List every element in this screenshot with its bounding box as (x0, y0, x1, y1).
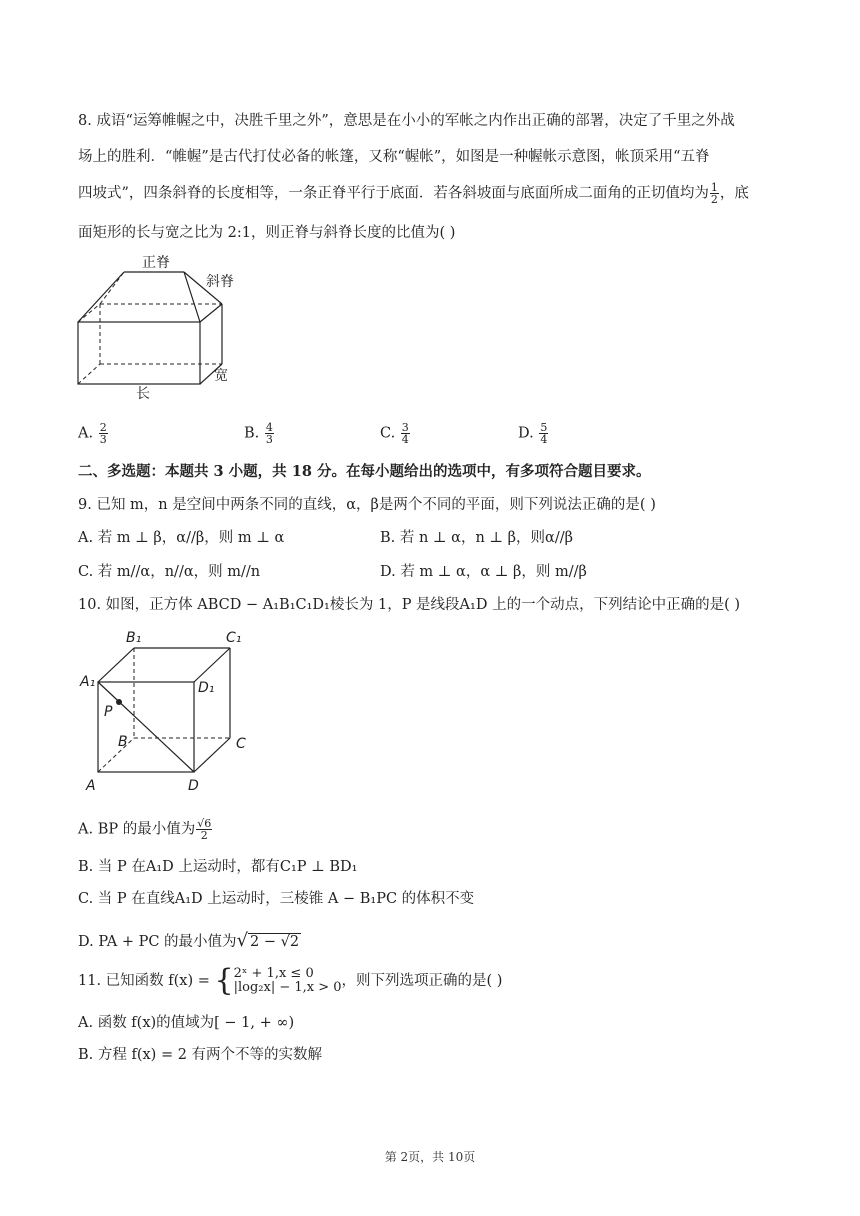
q8-option-d-prefix: D. (518, 425, 539, 442)
q11-case-1: 2ˣ + 1,x ≤ 0 (233, 966, 314, 981)
label-slant-ridge: 斜脊 (206, 274, 234, 290)
q8-option-d-num: 5 (540, 421, 548, 434)
q8-fraction-num: 1 (710, 181, 718, 194)
q10-option-b: B. 当 P 在A₁D 上运动时，都有C₁P ⊥ BD₁ (78, 859, 358, 875)
label-ridge: 正脊 (142, 255, 170, 271)
q8-option-b-prefix: B. (244, 425, 264, 442)
label-width: 宽 (214, 368, 228, 384)
q10-option-a-text: A. BP 的最小值为 (78, 821, 196, 838)
section-heading: 二、多选题：本题共 3 小题，共 18 分。在每小题给出的选项中，有多项符合题目要求。 (78, 463, 651, 480)
q8-option-c-den: 4 (401, 433, 409, 446)
q8-option-d (518, 422, 549, 445)
tent-slant-back-left-hidden (100, 272, 124, 304)
q11-option-b: B. 方程 f(x) = 2 有两个不等的实数解 (78, 1047, 323, 1063)
q9-option-c: C. 若 m//α，n//α，则 m//n (78, 564, 261, 580)
cube-hidden-a-b (98, 738, 134, 772)
q10-option-d-text: D. PA + PC 的最小值为 (78, 934, 237, 950)
q8-line-3-tail: ，底 (719, 185, 749, 202)
tent-top-left-hidden (78, 304, 100, 322)
q11-stem-tail: ，则下列选项正确的是( ) (341, 973, 503, 989)
q8-option-d-den: 4 (540, 433, 548, 446)
page-footer: 第 2页，共 10页 (384, 1150, 476, 1164)
q10-stem: 10. 如图，正方体 ABCD − A₁B₁C₁D₁棱长为 1，P 是线段A₁D 上的一个动点，下列结论中正确的是( ) (78, 597, 740, 613)
label-p: P (104, 704, 113, 720)
label-b: B (118, 734, 128, 750)
label-b1: B₁ (126, 630, 142, 646)
q11-brace: { (214, 963, 234, 998)
q9-option-b: B. 若 n ⊥ α，n ⊥ β，则α//β (380, 530, 573, 546)
cube-edge-d1-c1 (194, 648, 230, 682)
q8-fraction-den: 2 (710, 193, 718, 206)
label-d1: D₁ (198, 680, 215, 696)
sqrt-sign: √ (236, 930, 249, 951)
label-c: C (236, 736, 246, 752)
cube-diagonal-a1-d (98, 682, 194, 772)
q11-stem-text: 11. 已知函数 f(x) = (78, 973, 210, 989)
tent-figure (72, 252, 252, 402)
q10-option-a-den: 2 (200, 829, 208, 842)
label-c1: C₁ (226, 630, 242, 646)
cube-edge-a1-b1 (98, 648, 134, 682)
q8-line-3 (78, 182, 749, 205)
q10-option-a-num: √6 (197, 817, 212, 830)
point-p (116, 699, 122, 705)
tent-top-right-edge (200, 304, 222, 322)
q8-option-c (380, 422, 411, 445)
q8-line-1: 8. 成语“运筹帷幄之中，决胜千里之外”，意思是在小小的军帐之内作出正确的部署，决定了千里之外战 (78, 113, 735, 129)
label-a: A (86, 778, 96, 794)
tent-bottom-left-hidden (78, 364, 100, 384)
q8-option-a (78, 422, 109, 445)
q9-stem: 9. 已知 m，n 是空间中两条不同的直线，α，β是两个不同的平面，则下列说法正确的是( ) (78, 497, 656, 513)
q10-option-d (78, 930, 301, 953)
q11-case-2: |log₂x| − 1,x > 0 (233, 980, 342, 995)
q9-option-a: A. 若 m ⊥ β，α//β，则 m ⊥ α (78, 530, 285, 546)
q8-option-b-num: 4 (265, 421, 273, 434)
q8-line-3-text: 四坡式”，四条斜脊的长度相等，一条正脊平行于底面．若各斜坡面与底面所成二面角的正切值均为 (78, 185, 709, 202)
tent-slant-front-left (78, 272, 124, 322)
q10-option-c: C. 当 P 在直线A₁D 上运动时，三棱锥 A − B₁PC 的体积不变 (78, 891, 475, 907)
label-length: 长 (136, 386, 150, 402)
cube-edge-d-c (194, 738, 230, 772)
q8-option-c-num: 3 (401, 421, 409, 434)
q8-option-a-prefix: A. (78, 425, 98, 442)
label-a1: A₁ (80, 674, 96, 690)
q8-option-a-den: 3 (99, 433, 107, 446)
q10-option-a (78, 818, 213, 841)
label-d: D (188, 778, 199, 794)
tent-front-face (78, 322, 200, 384)
q11-option-a: A. 函数 f(x)的值域为[ − 1, + ∞) (78, 1015, 295, 1031)
q8-option-a-num: 2 (99, 421, 107, 434)
q11-stem (78, 963, 503, 998)
q8-line-4: 面矩形的长与宽之比为 2:1，则正脊与斜脊长度的比值为( ) (78, 225, 456, 241)
cube-figure (76, 624, 266, 796)
q8-line-2: 场上的胜利．“帷幄”是古代打仗必备的帐篷，又称“幄帐”，如图是一种幄帐示意图，帐顶采用“五脊 (78, 149, 710, 165)
q8-option-b (244, 422, 275, 445)
q9-option-d: D. 若 m ⊥ α，α ⊥ β，则 m//β (380, 564, 587, 580)
q8-option-b-den: 3 (265, 433, 273, 446)
q10-option-d-value: 2 − √2 (250, 934, 300, 950)
q8-fraction (710, 182, 719, 205)
q11-piecewise (234, 967, 342, 995)
q8-option-c-prefix: C. (380, 425, 400, 442)
